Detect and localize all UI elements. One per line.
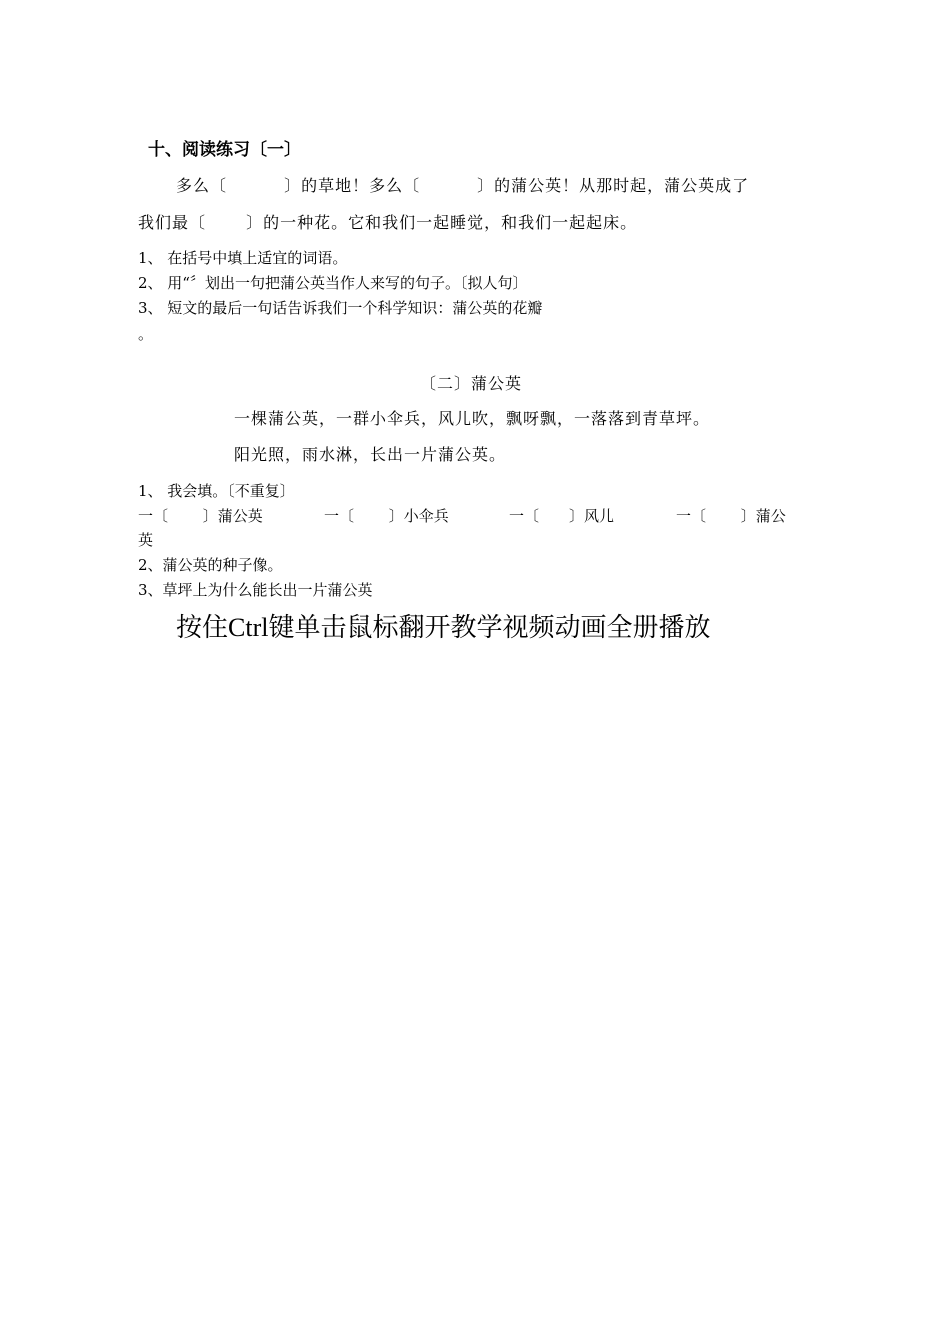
section2-question-3: 3、草坪上为什么能长出一片蒲公英 [138,581,373,599]
section2-question-2: 2、蒲公英的种子像。 [138,556,283,574]
section2-question-1: 1、 我会填。〔不重复〕 [138,482,295,500]
fill-item: 一〔 〕蒲公 [676,507,786,525]
fill-item-wrap: 英 [138,531,154,549]
section1-question-2: 2、 用“〞划出一句把蒲公英当作人来写的句子。〔拟人句〕 [138,274,528,292]
footer-notice-link[interactable]: 按住Ctrl键单击鼠标翻开教学视频动画全册播放 [176,613,711,642]
section1-question-3-end: 。 [138,325,154,343]
section1-paragraph-line2: 我们最〔 〕的一种花。它和我们一起睡觉，和我们一起起床。 [138,213,638,232]
section1-paragraph-line1: 多么〔 〕的草地！多么〔 〕的蒲公英！从那时起，蒲公英成了 [176,176,750,195]
fill-item: 一〔 〕蒲公英 [138,507,263,525]
fill-item: 一〔 〕风儿 [509,507,615,525]
section2-title: 〔二〕蒲公英 [420,374,523,393]
poem-line-2: 阳光照，雨水淋，长出一片蒲公英。 [234,445,507,464]
section1-title: 十、阅读练习〔一〕 [148,140,301,160]
poem-line-1: 一棵蒲公英，一群小伞兵，风儿吹，飘呀飘，一落落到青草坪。 [234,409,711,428]
fill-item: 一〔 〕小伞兵 [324,507,449,525]
section1-question-1: 1、 在括号中填上适宜的词语。 [138,249,348,267]
section1-question-3: 3、 短文的最后一句话告诉我们一个科学知识：蒲公英的花瓣 [138,299,543,317]
